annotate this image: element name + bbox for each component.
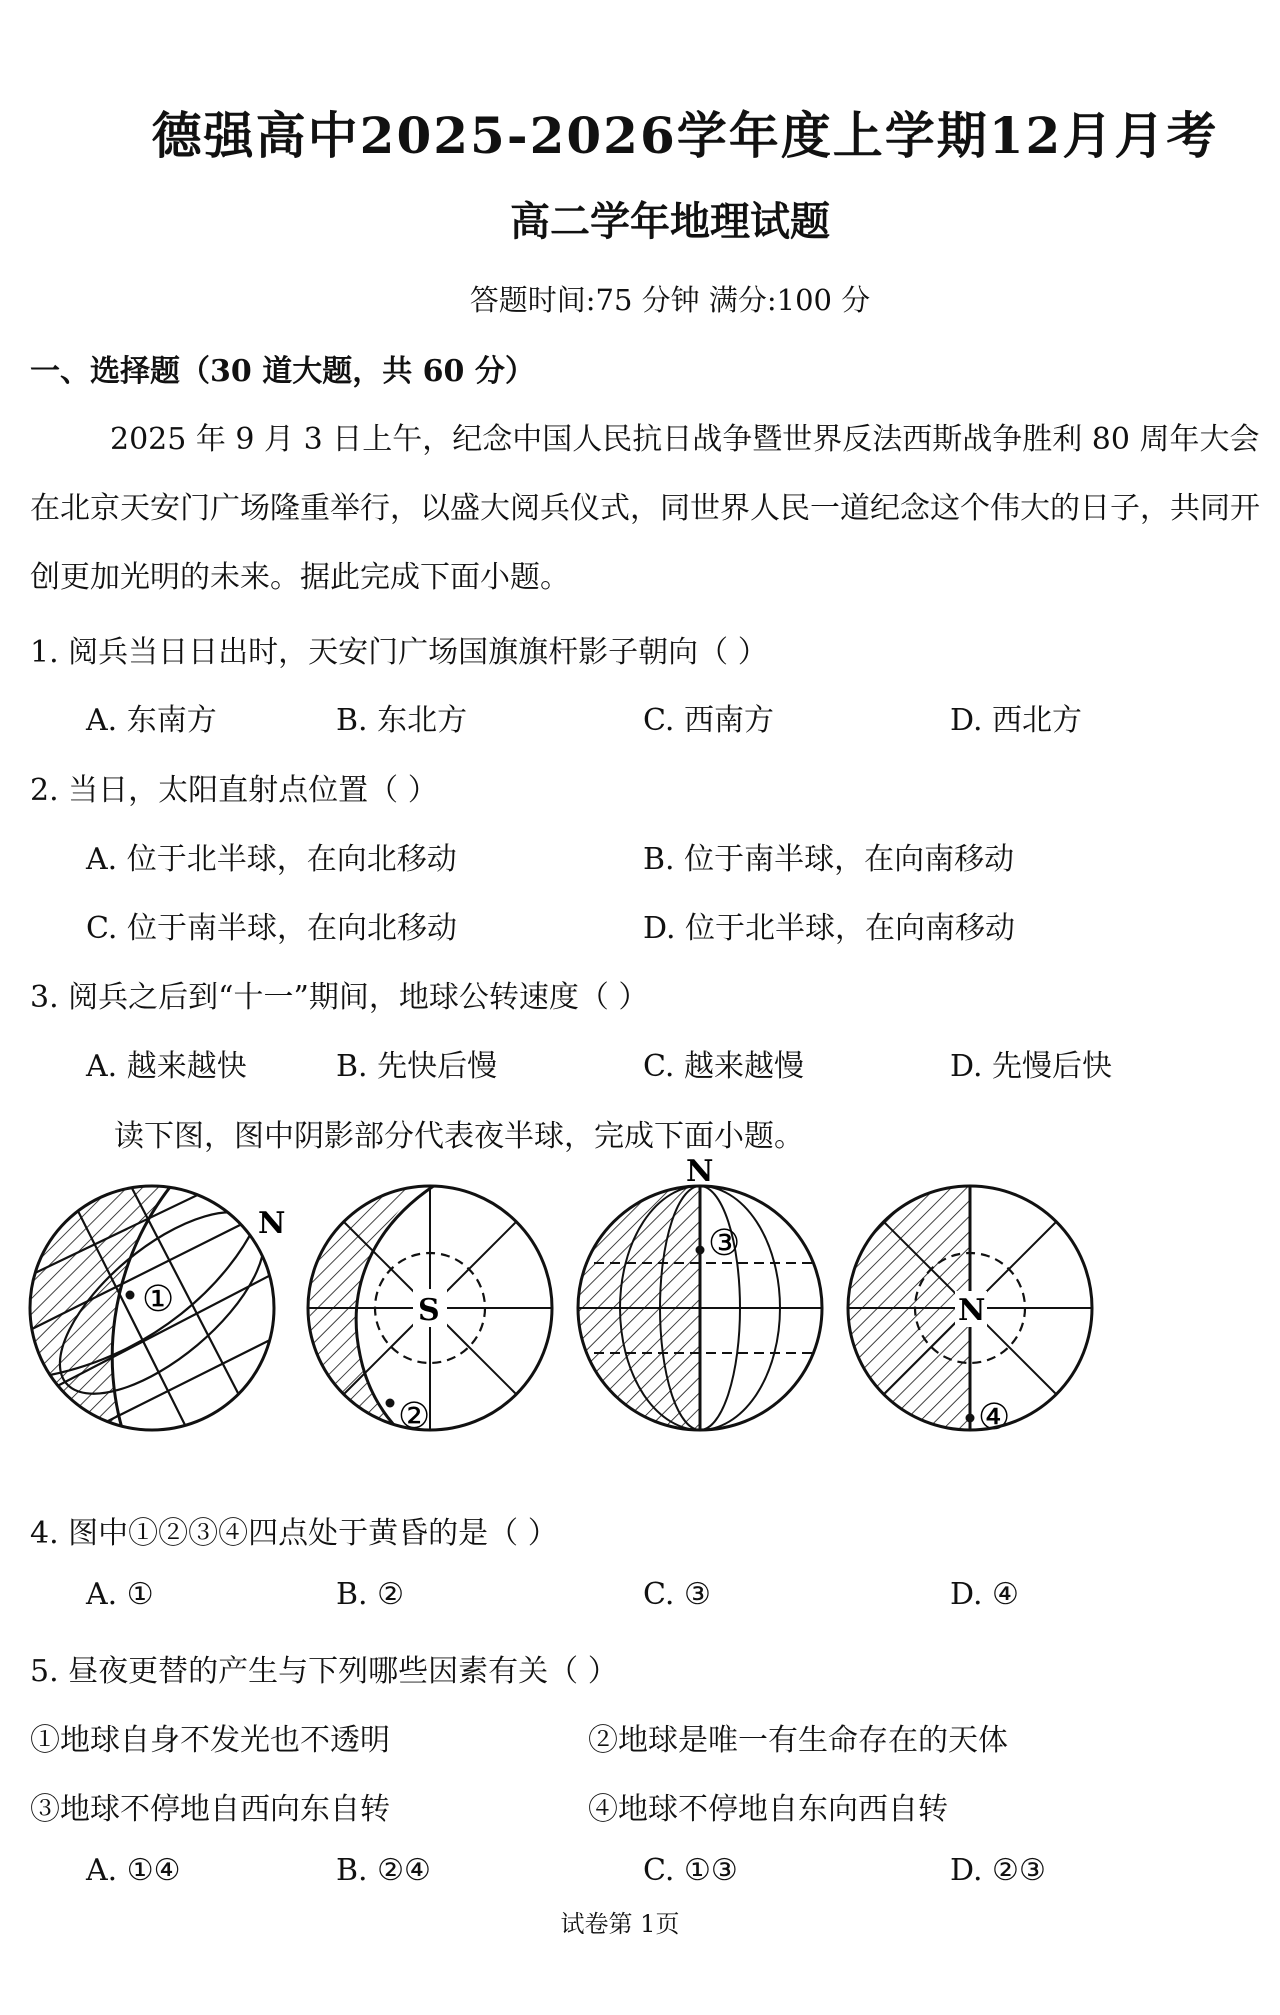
question-5-option-d[interactable]: D. ②③ — [950, 1853, 1046, 1888]
globe-1-pole-label: N — [258, 1206, 286, 1241]
question-4-stem: 4. 图中①②③④四点处于黄昏的是（ ） — [30, 1516, 558, 1551]
question-2-option-d[interactable]: D. 位于北半球，在向南移动 — [643, 911, 1016, 946]
globe-4-pole-label: N — [958, 1293, 986, 1328]
point-4-marker — [966, 1414, 975, 1423]
question-5-stem: 5. 昼夜更替的产生与下列哪些因素有关（ ） — [30, 1654, 618, 1689]
point-4-label: ④ — [978, 1397, 1011, 1438]
point-3-label: ③ — [708, 1223, 741, 1264]
exam-meta: 答题时间:75 分钟 满分:100 分 — [469, 283, 871, 317]
question-1-option-c[interactable]: C. 西南方 — [643, 703, 774, 738]
question-2-option-c[interactable]: C. 位于南半球，在向北移动 — [86, 911, 457, 946]
globe-3-pole-label: N — [686, 1154, 714, 1189]
question-5-option-c[interactable]: C. ①③ — [643, 1853, 738, 1888]
point-3-marker — [696, 1246, 705, 1255]
exam-subtitle: 高二学年地理试题 — [510, 198, 830, 245]
question-5-statement-2: ②地球是唯一有生命存在的天体 — [588, 1723, 1008, 1758]
question-3-stem: 3. 阅兵之后到“十一”期间，地球公转速度（ ） — [30, 980, 649, 1015]
question-4-option-b[interactable]: B. ② — [336, 1577, 405, 1612]
page-footer: 试卷第 1页 — [560, 1910, 680, 1938]
question-1-option-d[interactable]: D. 西北方 — [950, 703, 1083, 738]
question-3-option-c[interactable]: C. 越来越慢 — [643, 1049, 804, 1084]
question-4-option-d[interactable]: D. ④ — [950, 1577, 1019, 1612]
question-5-option-b[interactable]: B. ②④ — [336, 1853, 431, 1888]
point-1-marker — [126, 1291, 135, 1300]
point-2-marker — [386, 1399, 395, 1408]
globe-2 — [308, 1175, 552, 1455]
globe-2-pole-label: S — [418, 1293, 440, 1328]
question-1-option-b[interactable]: B. 东北方 — [336, 703, 468, 738]
passage-1-text: 2025 年 9 月 3 日上午，纪念中国人民抗日战争暨世界反法西斯战争胜利 80 周年大会在北京天安门广场隆重举行，以盛大阅兵仪式，同世界人民一道纪念这个伟大的日子，共同开创更加光明的未来。据此完成下面小题。 — [30, 422, 1260, 595]
question-2-option-b[interactable]: B. 位于南半球，在向南移动 — [643, 842, 1015, 877]
question-1-option-a[interactable]: A. 东南方 — [86, 703, 217, 738]
globe-1 — [10, 1165, 300, 1475]
question-1-stem: 1. 阅兵当日日出时，天安门广场国旗旗杆影子朝向（ ） — [30, 635, 768, 670]
point-2-label: ② — [398, 1396, 431, 1437]
question-3-option-b[interactable]: B. 先快后慢 — [336, 1049, 498, 1084]
exam-title: 德强高中2025-2026学年度上学期12月月考 — [151, 106, 1219, 165]
question-4-option-a[interactable]: A. ① — [86, 1577, 154, 1612]
question-5-option-a[interactable]: A. ①④ — [86, 1853, 181, 1888]
point-1-label: ① — [142, 1279, 175, 1320]
question-5-statement-3: ③地球不停地自西向东自转 — [30, 1792, 390, 1827]
question-3-option-d[interactable]: D. 先慢后快 — [950, 1049, 1113, 1084]
question-5-statement-1: ①地球自身不发光也不透明 — [30, 1723, 390, 1758]
question-3-option-a[interactable]: A. 越来越快 — [86, 1049, 247, 1084]
question-5-statement-4: ④地球不停地自东向西自转 — [588, 1792, 948, 1827]
globe-3 — [578, 1154, 822, 1475]
question-4-option-c[interactable]: C. ③ — [643, 1577, 711, 1612]
passage-1 — [30, 405, 1260, 612]
figure-intro: 读下图，图中阴影部分代表夜半球，完成下面小题。 — [114, 1119, 804, 1154]
globe-4 — [848, 1175, 1092, 1475]
question-2-option-a[interactable]: A. 位于北半球，在向北移动 — [86, 842, 457, 877]
day-night-globes-figure — [30, 1154, 1100, 1475]
question-2-stem: 2. 当日，太阳直射点位置（ ） — [30, 773, 438, 808]
section-heading: 一、选择题（30 道大题，共 60 分） — [30, 354, 535, 389]
